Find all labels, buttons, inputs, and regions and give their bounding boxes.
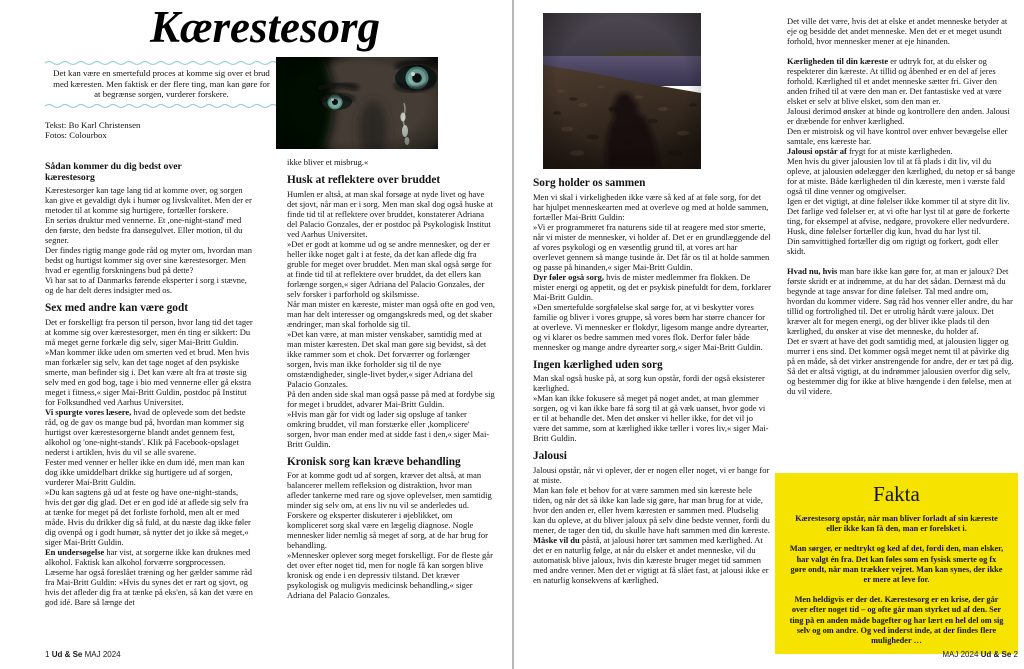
paragraph: Måske vil du påstå, at jalousi hører tæt sammen med kærlighed. At det er en naturlig følge, at når du elsker et andet menneske, vil du automatisk blive jaloux, hvis din kæreste bruger meget tid sammen med andre venner. Men det er vigtigt at få slået fast, at jalousi ikke er en naturlig konsekvens af kærlighed. [533, 534, 769, 585]
paragraph: En undersøgelse har vist, at sorgerne ikke kan druknes med alkohol. Faktisk kan alkohol forværre sorgprocessen. [45, 546, 251, 567]
paragraph: Men vi skal i virkeligheden ikke være så ked af at føle sorg, for det har hjulpet menneskearten med at overleve og med at holde sammen, [533, 191, 769, 212]
paragraph: Husk, dine følelser fortæller dig kun, hvad du har lyst til. [787, 226, 981, 236]
paragraph: Der findes rigtig mange gode råd og myter om, hvordan man bedst og hurtigst kommer sig over sine kærestesorger. Men hvad er egentlig forskningens bud på dette? [45, 245, 253, 275]
paragraph: For at komme godt ud af sorgen, kræver det altså, at man balancerer mellem refleksion og distraktion, hvor man afleder tankerne med rare og sjove oplevelser, men samtidig minder sig selv om, at ens liv nu vil se anderledes ud. [287, 470, 492, 510]
bold-lead: Kærligheden til din kæreste [787, 56, 889, 66]
paragraph: Men hvis du giver jalousien lov til at få plads i dit liv, vil du opleve, at jalousien ødelægger den kærlighed, du netop er så bange for at miste. Både kærligheden til din kæreste, men i værste fald også til dine venner og omgivelser. [787, 156, 1016, 196]
paragraph: På den anden side skal man også passe på med at fordybe sig for meget i bruddet, advarer Mai-Britt Guldin. [287, 388, 495, 409]
intro-box [45, 60, 278, 109]
page-number: 2 [1013, 650, 1018, 659]
page-number: 1 [45, 650, 50, 659]
page-footer-right [880, 650, 1018, 659]
paragraph: Hvad nu, hvis man bare ikke kan gøre for, at man er jaloux? Det første skridt er at indrømme, at du har det sådan. Dernæst må du begynde at tage ansvar for dine følelser. Tal med andre om, hvordan du kommer videre. Søg råd hos venner eller andre, du har tillid og fortrolighed til. Det er utrolig hårdt være jaloux. Det kræver alt for megen energi, og der bliver ikke plads til den kærlighed, du ønsker at vise det menneske, du holder af. [787, 266, 1013, 336]
fact-paragraph: Man sørger, er nedtrykt og ked af det, fordi den, man elsker, har valgt én fra. Det kan føles som en fysisk smerte og fx gøre ondt, når man trækker vejret. Man kan synes, der ikke er mere at leve for. [789, 544, 1004, 585]
paragraph: »Det kan være, at man mister venskaber, samtidig med at man mister kæresten. Det skal man gøre sig bevidst, så det ikke rammer som et chok. Det forværrer og forlænger sorgen, hvis man ikke forholder sig til de nye omstændigheder, single-livet byder,« siger Adriana del Palacio Gonzales. [287, 328, 487, 389]
photo-credit: Fotos: Colourbox [45, 130, 107, 141]
paragraph: Fester med venner er heller ikke en dum idé, men man kan dog ikke umiddelbart drikke sig hurtigere ud af sorgen, vurderer Mai-Britt Guldin. [45, 456, 245, 487]
section-heading: Husk at reflektere over bruddet [287, 174, 441, 186]
paragraph: Det er forskelligt fra person til person, hvor lang tid det tager at komme sig over kærestesorger, men én ting er sikkert: Du må meget gerne forkæle dig selv, siger Mai-Britt Guldin. [45, 316, 253, 347]
paragraph: Man skal også huske på, at sorg kun opstår, fordi der også eksisterer kærlighed. [533, 373, 765, 393]
paragraph: ikke bliver et misbrug.« [287, 157, 369, 167]
wave-divider-icon [45, 103, 278, 109]
section-heading: Sådan kommer du dig bedst over kærestesorg [45, 161, 182, 183]
paragraph: Det er svært at have det godt samtidig med, at jalousien ligger og murrer i ens sind. Det kommer også meget nemt til at påvirke dig på en måde, så det virker anstrengende for andre, der er tæt på dig. Så det er altså vigtigt, at du indrømmer jalousien overfor dig selv, og bestemmer dig for ikke at blive hængende i den følelse, men at du vil videre. [787, 336, 1014, 396]
paragraph: »Det er godt at komme ud og se andre mennesker, og der er heller ikke noget galt i at feste, da det kan aflede dig fra gruble for meget over bruddet. Men man skal også sørge for at finde tid til at reflektere over bruddet, da det ellers kan forlænge sorgen,« siger Adriana del Palacio Gonzales, der selv forsker i parforhold og skilsmisse. [287, 238, 492, 299]
paragraph: Man kan føle et behov for at være sammen med sin kæreste hele tiden, og når det så ikke kan lade sig gøre, har man brug for at vide, hvor den anden er, eller hvem kæresten er sammen med. Pludselig kan du opleve, at du bliver jaloux på selv dine bedste venner, fordi du mener, de tager den tid, du skulle have haft sammen med din kæreste. [533, 484, 770, 535]
paragraph: Kærestesorger kan tage lang tid at komme over, og sorgen kan give et gevaldigt dyk i humør og livskvalitet. Men der er metoder til at komme sig hurtigere, fortæller forskere. [45, 185, 252, 215]
couple-shadow-image [543, 13, 701, 169]
paragraph: Jalousi opstår af frygt for at miste kærligheden. [787, 146, 953, 156]
right-column-1 [533, 177, 771, 657]
fact-paragraph: Men heldigvis er der det. Kærestesorg er en krise, der går over efter noget tid – og ofte går man styrket ud af den. Ser ting på en anden måde bagefter og har lært en hel del om sig selv og om andre. Og ved inderst inde, at der findes flere muligheder … [789, 595, 1004, 646]
left-column-2 [287, 157, 495, 655]
paragraph: Læserne har også foreslået træning og her gælder samme råd fra Mai-Britt Guldin: »Hvis du synes det er rart og sjovt, og hvis det afleder dig fra at tænke på eks'en, så kan det være en god idé. Bare så længe det [45, 566, 253, 607]
paragraph: Din samvittighed fortæller dig om rigtigt og forkert, godt eller skidt. [787, 236, 999, 256]
bold-lead: Vi spurgte vores læsere, [45, 406, 132, 417]
bold-lead: Hvad nu, hvis [787, 266, 838, 276]
page-divider [512, 0, 514, 669]
intro-text: Det kan være en smertefuld proces at komme sig over et brud med kæresten. Men faktisk er der flere ting, man kan gøre for at begrænse sorgen, vurderer forskere. [53, 68, 270, 100]
paragraph: Jalousi derimod ønsker at binde og kontrollere den anden. Jalousi er dræbende for enhver kærlighed. [787, 106, 1010, 126]
section-heading: Sex med andre kan være godt [45, 302, 188, 314]
paragraph: Den er mistroisk og vil have kontrol over enhver bevægelse eller samtale, ens kæreste har. [787, 126, 1008, 146]
text-credit: Tekst: Bo Karl Christensen [45, 120, 141, 130]
paragraph: »Hvis man går for vidt og lader sig opsluge af tanker omkring bruddet, vil man forstærke eller ,komplicere' sorgen, hvor man ender med at sidde fast i den,« siger Mai-Britt Guldin. [287, 408, 490, 449]
paragraph: Det ville det være, hvis det at elske et andet menneske betyder at eje og besidde det andet menneske. Men det er et meget usundt forhold, hvor mennesker mener at eje hinanden. [787, 16, 1008, 46]
bold-lead: Måske vil du [533, 534, 580, 545]
magazine-brand: Ud & Se [980, 650, 1012, 659]
paragraph: »Man kommer ikke uden om smerten ved et brud. Men hvis man forkæler sig selv, kan det tage noget af den psykiske smerte, man befinder sig i. Det kan være alt fra at trøste sig selv med en god bog, tage i bio med vennerne eller gå ekstra meget i fitness,« siger Mai-Britt Guldin, postdoc på Institut for Folksundhed ved Aarhus Universitet. [45, 346, 252, 407]
crying-eyes-photo [276, 57, 438, 149]
section-heading: Sorg holder os sammen [533, 177, 646, 189]
magazine-brand: Ud & Se [51, 650, 83, 659]
right-column-2 [787, 16, 1018, 468]
paragraph: Dyr føler også sorg, hvis de mister medlemmer fra flokken. De mister energi og appetit, og det er psykisk pinefuldt for dem, forklarer Mai-Britt Guldin. [533, 271, 771, 302]
article-title: Kærestesorg [149, 2, 380, 52]
paragraph: Humlen er altså, at man skal forsøge at nyde livet og have det sjovt, når man er i sorg. Men man skal dog også huske at finde tid til at reflektere over bruddet, konstaterer Adriana del Palacio Gonzales, der er postdoc på Psykologisk Institut ved Aarhus Universitet. [287, 188, 493, 239]
paragraph: fortæller Mai-Britt Guldin: [533, 211, 625, 222]
paragraph: En seriøs druktur med vennerne. Et ,one-night-stand' med den første, den bedste fra dansegulvet. Eller motion, til du segner. [45, 215, 243, 245]
fact-paragraph: Kærestesorg opstår, når man bliver forladt af sin kæreste eller ikke kan få den, man er forelsket i. [795, 514, 998, 534]
left-column-1 [45, 161, 253, 655]
bold-lead: En undersøgelse [45, 546, 105, 557]
paragraph: »Vi er programmeret fra naturens side til at reagere med stor smerte, når vi mister de mennesker, vi holder af. Det er en grundlæggende del af vores psykologi og en væsentlig grund til, at vores art har overlevet gennem så mange tusinde år. Det får os til at holde sammen og passe på hinanden,« siger Mai-Britt Guldin. [533, 221, 771, 272]
paragraph: Vi spurgte vores læsere, hvad de oplevede som det bedste råd, og de gav os mange bud på, hvordan man kommer sig hurtigst over kærestesorgerne blandt andet gennem fest, alkohol og 'one-night-stands'. Klik på Facebook-opslaget nederst i artiklen, hvis du vil se alle svarene. [45, 406, 246, 457]
couple-shadow-photo [543, 13, 701, 169]
bold-lead: Jalousi opstår af [787, 146, 847, 156]
paragraph-spacer [787, 256, 1018, 266]
page-footer-left [45, 650, 121, 659]
paragraph: Igen er det vigtigt, at dine følelser ikke kommer til at styre dit liv. Det farlige ved følelser er, at vi ofte har lyst til at gøre de forkerte ting, for eksempel at afvise, nedgøre, provokere eller nedvurdere. [787, 196, 1010, 226]
paragraph: Forskere og eksperter diskuterer i øjeblikket, om kompliceret sorg skal være en lægelig diagnose. Nogle mennesker lider nemlig så meget af sorg, at de har brug for behandling. [287, 510, 488, 550]
paragraph: Jalousi opstår, når vi oplever, der er nogen eller noget, vi er bange for at miste. [533, 464, 770, 485]
section-heading: Jalousi [533, 450, 567, 462]
crying-eyes-image [276, 57, 438, 149]
fact-box-title: Fakta [873, 482, 920, 506]
paragraph: Kærligheden til din kæreste er udtryk for, at du elsker og respekterer din kæreste. At tillid og åbenhed er en del af jeres forhold. Kærlighed til et andet menneske sætter fri. Giver den anden frihed til at være den man er. Det fantastiske ved at være elsket er selv at blive elsket, som den man er. [787, 56, 1002, 106]
paragraph-spacer [787, 46, 1018, 56]
paragraph: »Den smertefulde sorgfølelse skal sørge for, at vi beskytter vores familie og bliver i vores gruppe, så vores børn har større chancer for at overleve. Vi mennesker er flokdyr, ligesom mange andre dyrearter, og vi klarer os bedre sammen med vores flok. Derfor føler både mennesker og mange andre dyrearter sorg,« siger Mai-Britt Guldin. [533, 301, 769, 352]
paragraph: »Du kan sagtens gå ud at feste og have one-night-stands, hvis det gør dig glad. Det er en god idé at aflede sig selv fra at tænke for meget på det forliste forhold, men alt er med måde. Hvis du drikker dig så fuld, at du næste dag ikke føler dig ovenpå og i godt humør, så nytter det jo ikke så meget,« siger Mai-Britt Guldin. [45, 486, 251, 547]
fact-box [775, 473, 1018, 654]
paragraph: Vi har sat to af Danmarks førende eksperter i sorg i stævne, og de har delt deres indsigter med os. [45, 275, 247, 295]
bold-lead: Dyr føler også sorg, [533, 271, 604, 282]
paragraph: »Mennesker oplever sorg meget forskelligt. For de fleste går det over efter noget tid, men for nogle få kan sorgen blive kronisk og ende i en depressiv tilstand. Det kræver psykologisk og muligvis medicinsk behandling,« siger Adriana del Palacio Gonzales. [287, 550, 493, 600]
section-heading: Kronisk sorg kan kræve behandling [287, 455, 461, 468]
section-heading: Ingen kærlighed uden sorg [533, 358, 663, 371]
paragraph: »Man kan ikke fokusere så meget på noget andet, at man glemmer sorgen, og vi kan ikke bare få sorg til at gå væk uanset, hvor gode vi er til at behandle det. Men det ønsker vi heller ikke, for det vil jo være det samme, som at kærlighed ikke tæller i vores liv,« siger Mai-Britt Guldin. [533, 393, 769, 443]
issue-label: MAJ 2024 [84, 650, 121, 659]
paragraph: Når man mister en kæreste, mister man også ofte en god ven, man har delt interesser og omgangskreds med, og det skaber ændringer, man skal forholde sig til. [287, 298, 495, 329]
byline [45, 120, 140, 141]
issue-label: MAJ 2024 [942, 650, 979, 659]
